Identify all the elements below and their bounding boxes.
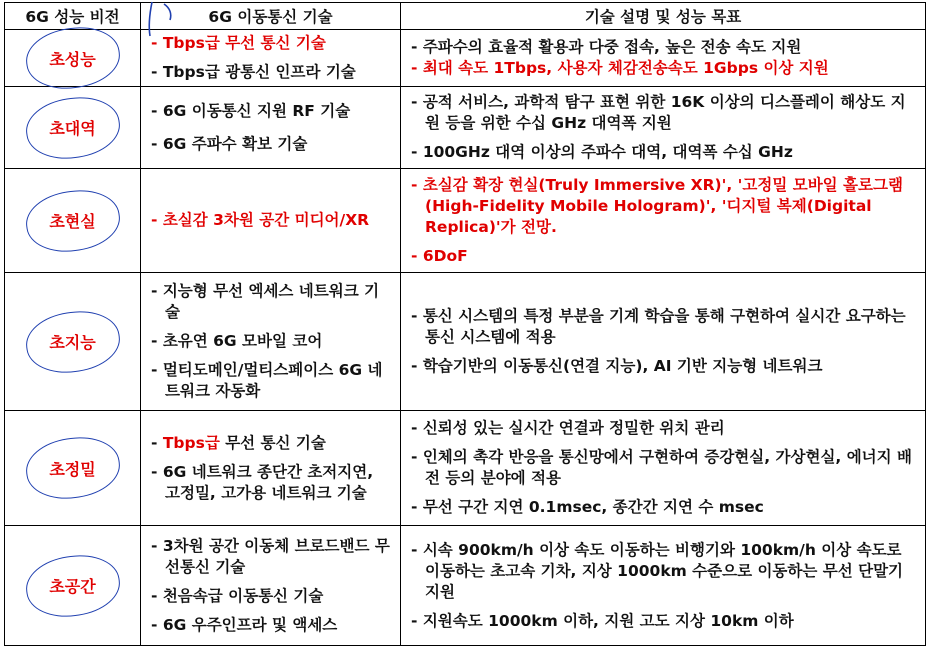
header-desc: 기술 설명 및 성능 목표 <box>401 3 926 30</box>
desc-item: - 무선 구간 지연 0.1msec, 종간간 지연 수 msec <box>411 498 764 516</box>
tech-item: - Tbps급 광통신 인프라 기술 <box>151 63 356 81</box>
tech-item: - Tbps급 무선 통신 기술 <box>151 34 326 52</box>
header-tech: 6G 이동통신 기술 <box>141 3 401 30</box>
table-row <box>5 273 926 411</box>
tech-cell <box>141 411 401 526</box>
desc-item: - 학습기반의 이동통신(연결 지능), AI 기반 지능형 네트워크 <box>411 357 823 375</box>
table-row <box>5 87 926 169</box>
pen-stroke-icon <box>100 0 180 40</box>
tbps-rest-text: 무선 통신 기술 <box>219 433 326 452</box>
vision-cell <box>5 411 141 526</box>
tech-item: - 천음속급 이동통신 기술 <box>151 586 324 605</box>
dash-text: - <box>151 433 163 452</box>
desc-item: - 인체의 촉각 반응을 통신망에서 구현하여 증강현실, 가상현실, 에너지 배전 등의 분야에 적용 <box>411 448 912 487</box>
desc-cell <box>401 30 926 87</box>
desc-cell <box>401 526 926 646</box>
desc-item: - 공적 서비스, 과학적 탐구 표현 위한 16K 이상의 디스플레이 해상도 지원 등을 위한 수십 GHz 대역폭 지원 <box>411 93 906 132</box>
desc-item: - 6DoF <box>411 246 468 265</box>
tech-cell <box>141 273 401 411</box>
tech-item: - 3차원 공간 이동체 브로드밴드 무선통신 기술 <box>151 536 390 576</box>
tech-item: - 6G 주파수 확보 기술 <box>151 134 308 153</box>
table-row <box>5 526 926 646</box>
desc-item: - 100GHz 대역 이상의 주파수 대역, 대역폭 수십 GHz <box>411 143 793 161</box>
header-vision: 6G 성능 비전 <box>5 3 141 30</box>
vision-label: 초성능 <box>49 49 96 69</box>
desc-cell <box>401 87 926 169</box>
table-row <box>5 411 926 526</box>
vision-label: 초지능 <box>49 333 96 352</box>
vision-table <box>4 2 926 646</box>
tech-cell <box>141 169 401 273</box>
tbps-red-text: Tbps급 <box>162 433 220 452</box>
desc-cell <box>401 411 926 526</box>
desc-item: - 초실감 확장 현실(Truly Immersive XR)', '고정밀 모바일 홀로그램(High-Fidelity Mobile Hologram)', '디지털 복제(Digital Replica)'가 전망. <box>411 175 903 236</box>
desc-cell <box>401 273 926 411</box>
tech-item: - 6G 네트워크 종단간 초저지연, 고정밀, 고가용 네트워크 기술 <box>151 462 374 502</box>
tech-item: - 멀티도메인/멀티스페이스 6G 네트워크 자동화 <box>151 361 383 400</box>
table-row <box>5 169 926 273</box>
tech-item: - 초실감 3차원 공간 미디어/XR <box>151 211 370 229</box>
desc-cell <box>401 169 926 273</box>
vision-label: 초대역 <box>49 119 96 138</box>
desc-item: - 주파수의 효율적 활용과 다중 접속, 높은 전송 속도 지원 <box>411 38 802 56</box>
desc-item: - 신뢰성 있는 실시간 연결과 정밀한 위치 관리 <box>411 419 725 437</box>
desc-item: - 시속 900km/h 이상 속도 이동하는 비행기와 100km/h 이상 속도로 이동하는 초고속 기차, 지상 1000km 수준으로 이동하는 무선 단말기 지원 <box>411 540 904 601</box>
desc-item: - 최대 속도 1Tbps, 사용자 체감전송속도 1Gbps 이상 지원 <box>411 59 829 77</box>
desc-item: - 지원속도 1000km 이하, 지원 고도 지상 10km 이하 <box>411 611 794 630</box>
vision-cell <box>5 526 141 646</box>
vision-cell <box>5 87 141 169</box>
vision-label: 초현실 <box>49 212 96 231</box>
tech-cell <box>141 526 401 646</box>
tech-item <box>151 433 392 454</box>
vision-label: 초정밀 <box>49 459 96 479</box>
desc-item: - 통신 시스템의 특정 부분을 기계 학습을 통해 구현하여 실시간 요구하는 통신 시스템에 적용 <box>411 307 906 346</box>
tech-cell <box>141 87 401 169</box>
vision-label: 초공간 <box>49 577 96 596</box>
tech-item: - 지능형 무선 엑세스 네트워크 기술 <box>151 282 380 321</box>
tech-item: - 6G 우주인프라 및 액세스 <box>151 615 338 634</box>
tech-item: - 6G 이동통신 지원 RF 기술 <box>151 101 351 120</box>
tech-item: - 초유연 6G 모바일 코어 <box>151 332 323 350</box>
vision-cell <box>5 169 141 273</box>
vision-cell <box>5 273 141 411</box>
